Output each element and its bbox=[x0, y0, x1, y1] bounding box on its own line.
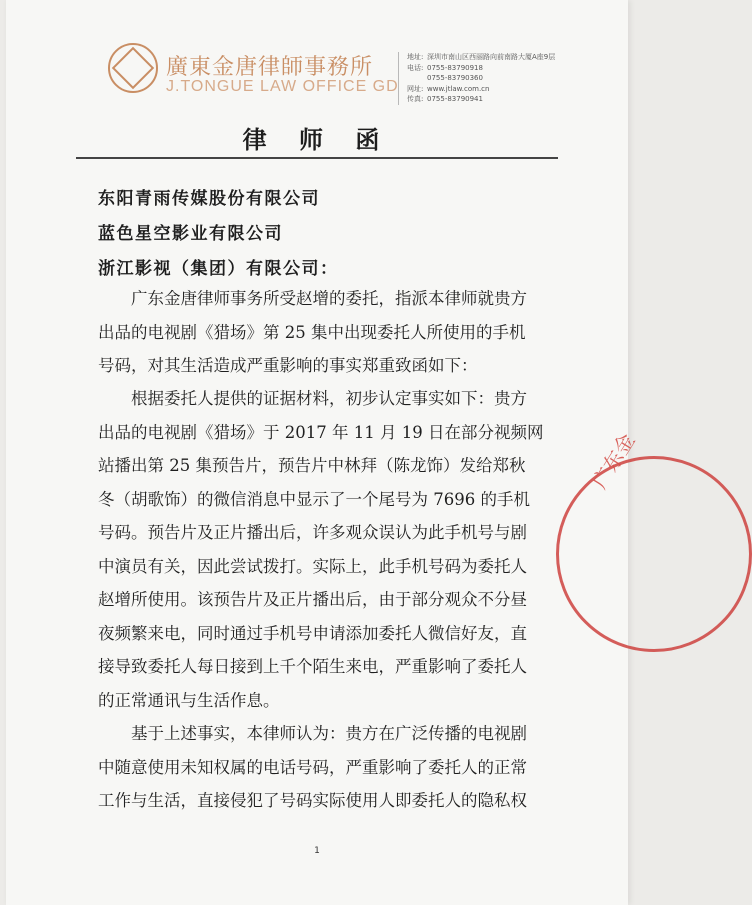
contact-value: 0755-83790918 bbox=[427, 63, 483, 72]
contact-value: 深圳市南山区西丽路向前南路大厦A座9层 bbox=[427, 53, 556, 61]
body-paragraph-1 bbox=[98, 282, 558, 383]
paragraph-line: 中演员有关，因此尝试拨打。实际上，此手机号码为委托人 bbox=[98, 556, 527, 576]
contact-block bbox=[398, 52, 597, 105]
title-divider bbox=[76, 157, 558, 159]
paragraph-line: 号码。预告片及正片播出后，许多观众误认为此手机号与剧 bbox=[98, 523, 527, 542]
addressee-3: 浙江影视（集团）有限公司： bbox=[98, 259, 339, 279]
contact-value: www.jtlaw.com.cn bbox=[427, 84, 490, 93]
paragraph-line: 根据委托人提供的证据材料，初步认定事实如下：贵方 bbox=[131, 389, 527, 408]
document-title: 律 师 函 bbox=[242, 125, 392, 154]
paragraph-line: 工作与生活，直接侵犯了号码实际使用人即委托人的隐私权 bbox=[98, 791, 527, 810]
body-paragraph-3 bbox=[98, 717, 558, 818]
firm-name-cn: 廣東金唐律師事務所 bbox=[166, 55, 374, 80]
contact-label: 地址: bbox=[407, 53, 424, 61]
contact-label: 传真: bbox=[407, 95, 424, 103]
paragraph-line: 冬（胡歌饰）的微信消息中显示了一个尾号为 7696 的手机 bbox=[98, 489, 530, 509]
contact-label: 网址: bbox=[407, 84, 424, 93]
paragraph-line: 号码，对其生活造成严重影响的事实郑重致函如下： bbox=[98, 356, 478, 375]
paragraph-line: 的正常通讯与生活作息。 bbox=[98, 690, 280, 710]
contact-label bbox=[407, 73, 427, 84]
paragraph-line: 夜频繁来电，同时通过手机号申请添加委托人微信好友，直 bbox=[98, 623, 527, 643]
paragraph-line: 广东金唐律师事务所受赵增的委托，指派本律师就贵方 bbox=[131, 289, 527, 308]
seal-text: 广东金 bbox=[587, 429, 640, 493]
firm-logo-icon bbox=[108, 43, 158, 93]
contact-website bbox=[407, 84, 597, 95]
firm-name-en: J.TONGUE LAW OFFICE GD bbox=[166, 78, 399, 95]
contact-fax bbox=[407, 94, 597, 105]
paragraph-line: 站播出第 25 集预告片，预告片中林拜（陈龙饰）发给郑秋 bbox=[98, 456, 526, 475]
paragraph-line: 出品的电视剧《猎场》于 2017 年 11 月 19 日在部分视频网 bbox=[98, 422, 544, 442]
paragraph-line: 中随意使用未知权属的电话号码，严重影响了委托人的正常 bbox=[98, 757, 527, 777]
body-paragraph-2 bbox=[98, 382, 558, 717]
paragraph-line: 基于上述事实，本律师认为：贵方在广泛传播的电视剧 bbox=[131, 724, 527, 743]
seal-stamp-icon bbox=[556, 456, 752, 652]
paragraph-line: 接导致委托人每日接到上千个陌生来电，严重影响了委托人 bbox=[98, 657, 527, 676]
paragraph-line: 出品的电视剧《猎场》第 25 集中出现委托人所使用的手机 bbox=[98, 322, 526, 342]
contact-value: 0755-83790941 bbox=[427, 95, 483, 103]
contact-phone-2 bbox=[407, 73, 597, 84]
addressee-2: 蓝色星空影业有限公司 bbox=[98, 224, 283, 244]
letter-page bbox=[6, 0, 640, 905]
contact-value: 0755-83790360 bbox=[427, 74, 483, 82]
page-number: 1 bbox=[314, 846, 320, 856]
contact-label: 电话: bbox=[407, 63, 424, 72]
contact-phone-1 bbox=[407, 63, 597, 74]
addressee-1: 东阳青雨传媒股份有限公司 bbox=[98, 189, 320, 209]
paragraph-line: 赵增所使用。该预告片及正片播出后，由于部分观众不分昼 bbox=[98, 590, 527, 609]
contact-address bbox=[407, 52, 597, 63]
